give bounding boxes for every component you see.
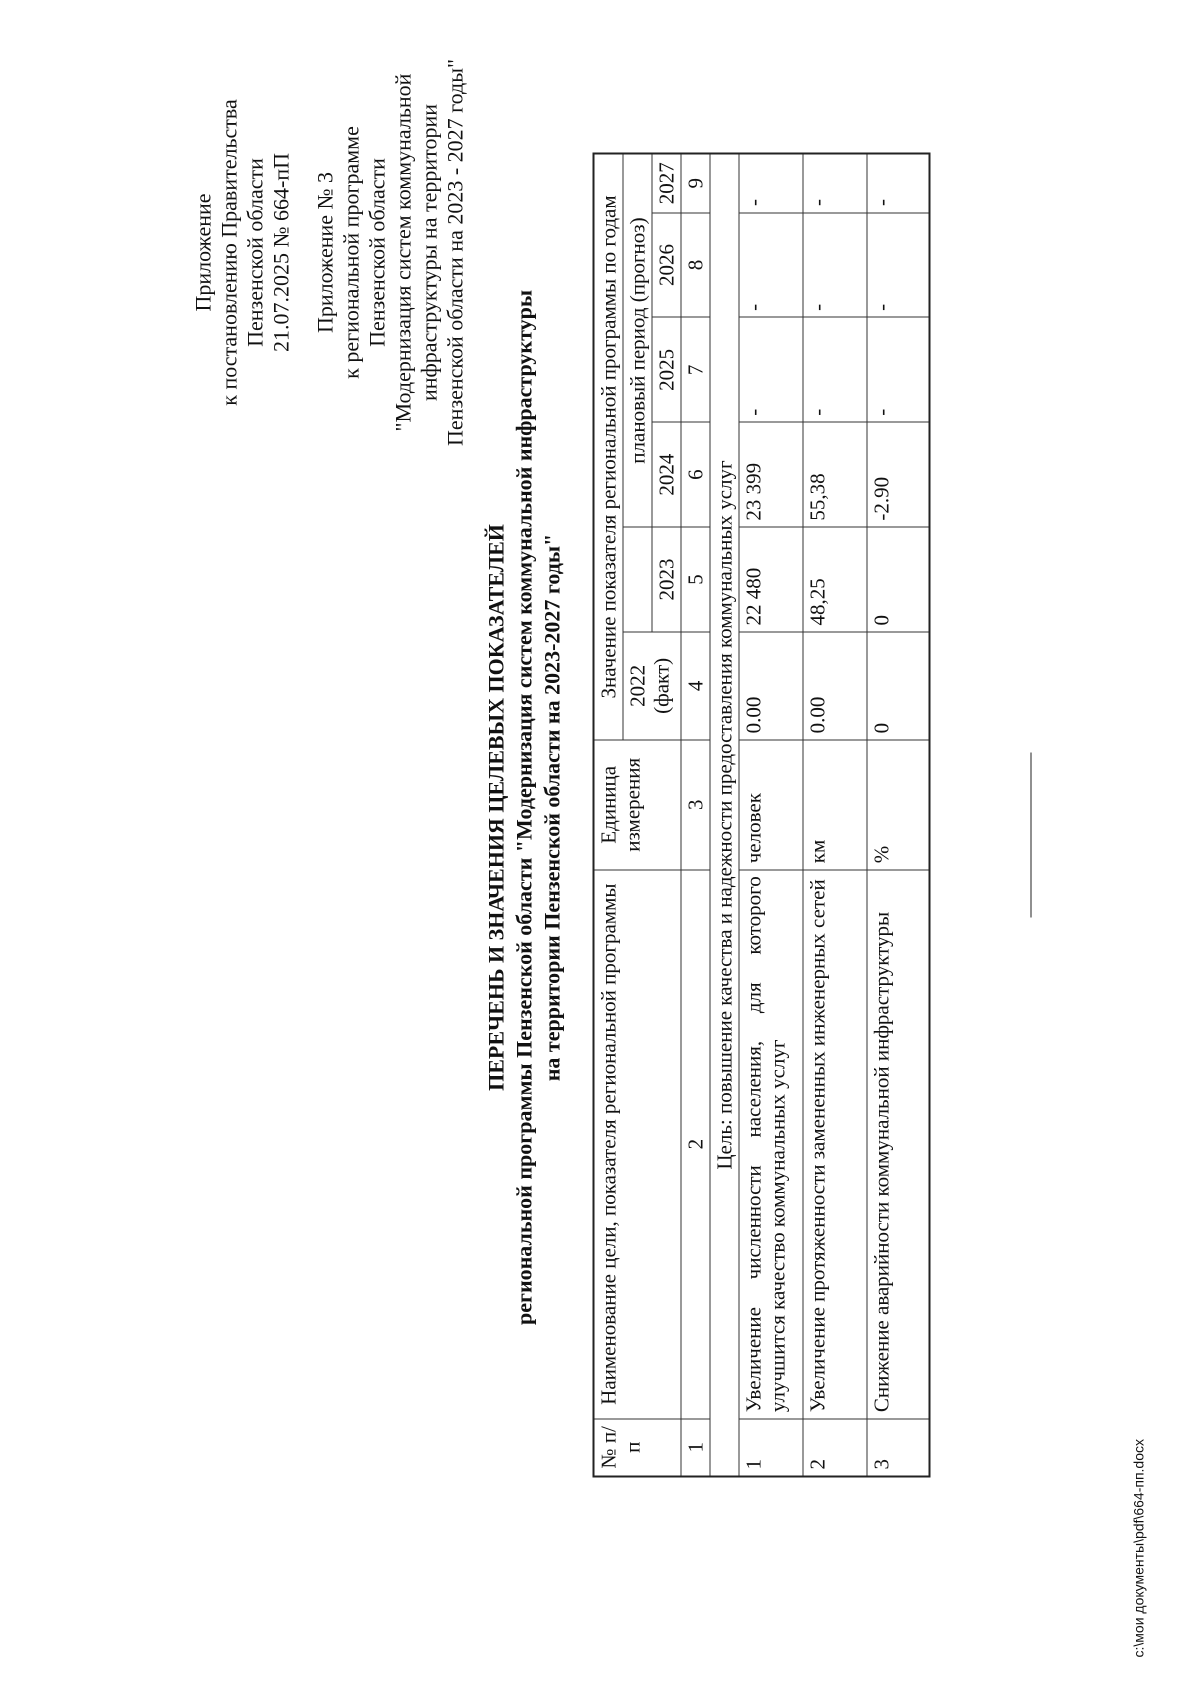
table-row [867,153,929,1476]
appendix-program-block [312,42,468,462]
row-value: 22 480 [739,527,803,632]
col-number: 1 [681,1418,710,1476]
header-year: 2026 [652,212,681,317]
row-value: - [803,317,867,422]
appendix-resolution-block [190,42,294,462]
program-appendix-line: "Модернизация систем коммунальной [390,73,415,431]
row-value: 0.00 [739,631,803,739]
col-number: 8 [681,212,710,317]
row-unit: км [803,739,867,869]
program-appendix-line: Пензенской области [364,157,389,347]
row-unit: человек [739,739,803,869]
program-appendix-line: инфраструктуры на территории [416,103,441,401]
table-row [803,153,867,1476]
row-value: - [867,317,929,422]
header-empty-cell [623,527,652,632]
file-path: c:\мои документы\pdf\664-пп.docx [1130,1438,1146,1657]
row-name: Увеличение протяженности замененных инженерных сетей [803,869,867,1418]
row-value: - [867,212,929,317]
header-fact: 2022 (факт) [623,631,681,739]
goal-text: Цель: повышение качества и надежности предоставления коммунальных услуг [710,153,739,1476]
row-value: 0.00 [803,631,867,739]
col-number: 6 [681,422,710,527]
header-row-1 [593,153,623,1476]
end-divider [1030,752,1031,917]
row-num: 1 [739,1418,803,1476]
appendix-line: к постановлению Правительства [216,98,241,406]
table-row [739,153,803,1476]
header-year: 2025 [652,317,681,422]
row-value: 55,38 [803,422,867,527]
header-year: 2027 [652,153,681,212]
row-name: Увеличение численности населения, для которого улучшится качество коммунальных услуг [739,869,803,1418]
row-value: -2.90 [867,422,929,527]
row-value: 23 399 [739,422,803,527]
appendix-line: 21.07.2025 № 664-пП [268,152,293,352]
header-num: № п/п [593,1418,681,1476]
col-number: 4 [681,631,710,739]
header-unit: Единица измерения [593,739,681,869]
row-value: - [803,153,867,212]
document-title [482,207,566,1407]
indicators-table [592,152,930,1477]
header-year: 2024 [652,422,681,527]
row-num: 2 [803,1418,867,1476]
row-value: - [803,212,867,317]
title-line-1: ПЕРЕЧЕНЬ И ЗНАЧЕНИЯ ЦЕЛЕВЫХ ПОКАЗАТЕЛЕЙ [483,523,508,1091]
col-number: 3 [681,739,710,869]
program-appendix-line: к региональной программе [338,125,363,379]
row-value: - [739,317,803,422]
appendix-line: Пензенской области [242,157,267,347]
col-number: 7 [681,317,710,422]
row-name: Снижение аварийности коммунальной инфраструктуры [867,869,929,1418]
title-line-2: региональной программы Пензенской области "Модернизация систем коммунальной инфраструктуры [511,289,536,1325]
header-values: Значение показателя региональной программы по годам [593,153,623,739]
row-unit: % [867,739,929,869]
row-value: - [867,153,929,212]
col-number: 2 [681,869,710,1418]
program-appendix-line: Приложение № 3 [312,171,337,333]
program-appendix-line: Пензенской области на 2023 - 2027 годы" [442,58,467,446]
column-numbers-row [681,153,710,1476]
col-number: 9 [681,153,710,212]
header-name: Наименование цели, показателя региональной программы [593,869,681,1418]
goal-row [710,153,739,1476]
row-value: 0 [867,631,929,739]
col-number: 5 [681,527,710,632]
appendix-line: Приложение [190,192,215,312]
row-num: 3 [867,1418,929,1476]
header-year: 2023 [652,527,681,632]
header-planned: плановый период (прогноз) [623,153,652,527]
row-value: - [739,212,803,317]
row-value: - [739,153,803,212]
title-line-3: на территории Пензенской области на 2023-2027 годы" [539,533,564,1081]
row-value: 48,25 [803,527,867,632]
row-value: 0 [867,527,929,632]
